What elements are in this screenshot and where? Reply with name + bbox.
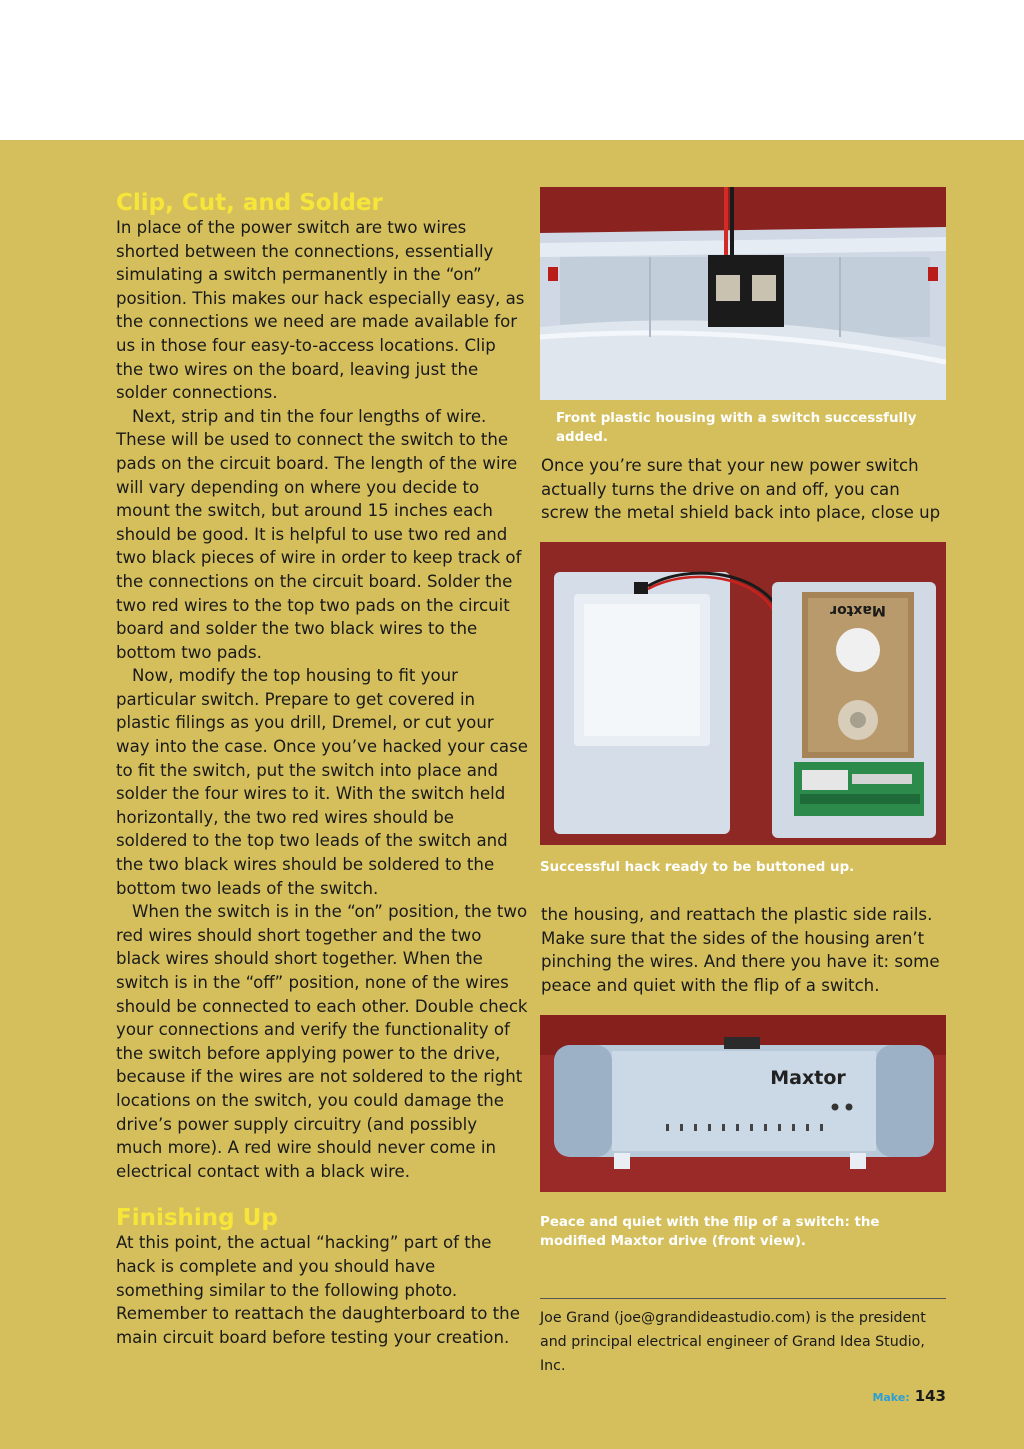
paragraph: In place of the power switch are two wires shorted between the connections, essentially simulating a switch permanently in the “on” position. This makes our hack especially easy, as the connections we need are made available for us in those four easy-to-access locations. Clip the two wires on the board, leaving just the solder connections. — [116, 218, 525, 403]
drive-logo: Maxtor — [830, 602, 886, 618]
open-enclosure-illustration — [540, 542, 946, 845]
magazine-brand: Make: — [872, 1391, 910, 1404]
author-bio: Joe Grand (joe@grandideastudio.com) is the president and principal electrical engineer of Grand Idea Studio, Inc. — [540, 1310, 926, 1374]
photo-caption: Successful hack ready to be buttoned up. — [540, 860, 855, 875]
page-footer — [872, 1386, 946, 1408]
section-heading-clip-cut-solder: Clip, Cut, and Solder — [116, 190, 383, 216]
photo-open-enclosure — [540, 542, 946, 845]
switch-housing-illustration — [540, 187, 946, 400]
photo-caption: Peace and quiet with the flip of a switch: the modified Maxtor drive (front view). — [540, 1215, 880, 1249]
divider — [540, 1298, 946, 1299]
paragraph: Once you’re sure that your new power switch actually turns the drive on and off, you can screw the metal shield back into place, close up — [541, 456, 941, 523]
drive-front-illustration — [540, 1015, 946, 1192]
left-column — [116, 190, 528, 1349]
photo-switch-in-housing — [540, 187, 946, 400]
photo-caption: Front plastic housing with a switch successfully added. — [556, 411, 917, 445]
paragraph: At this point, the actual “hacking” part of the hack is complete and you should have something similar to the following photo. Remember to reattach the daughterboard to the main circuit board before testing your creation. — [116, 1233, 520, 1347]
paragraph: Next, strip and tin the four lengths of wire. These will be used to connect the switch to the pads on the circuit board. The length of the wire will vary depending on where you decide to mount the switch, but around 15 inches each should be good. It is helpful to use two red and two black pieces of wire in order to keep track of the connections on the circuit board. Solder the two red wires to the top two pads on the circuit board and solder the two black wires to the bottom two pads. — [116, 406, 522, 662]
paragraph: the housing, and reattach the plastic side rails. Make sure that the sides of the housing aren’t pinching the wires. And there you have it: some peace and quiet with the flip of a switch. — [541, 905, 940, 995]
section-heading-finishing-up: Finishing Up — [116, 1205, 278, 1232]
drive-front-logo: Maxtor — [770, 1067, 846, 1089]
page-number: 143 — [914, 1387, 946, 1405]
photo-drive-front-view — [540, 1015, 946, 1192]
paragraph: Now, modify the top housing to fit your particular switch. Prepare to get covered in plastic filings as you drill, Dremel, or cut your way into the case. Once you’ve hacked your case to fit the switch, put the switch into place and solder the four wires to it. With the switch held horizontally, the two red wires should be soldered to the top two leads of the switch and the two black wires should be soldered to the bottom two leads of the switch. — [116, 666, 528, 898]
paragraph: When the switch is in the “on” position, the two red wires should short together and the two black wires should short together. When the switch is in the “off” position, none of the wires should be connected to each other. Double check your connections and verify the functionality of the switch before applying power to the drive, because if the wires are not soldered to the right locations on the switch, you could damage the drive’s power supply circuitry (and possibly much more). A red wire should never come in electrical contact with a black wire. — [116, 902, 528, 1181]
